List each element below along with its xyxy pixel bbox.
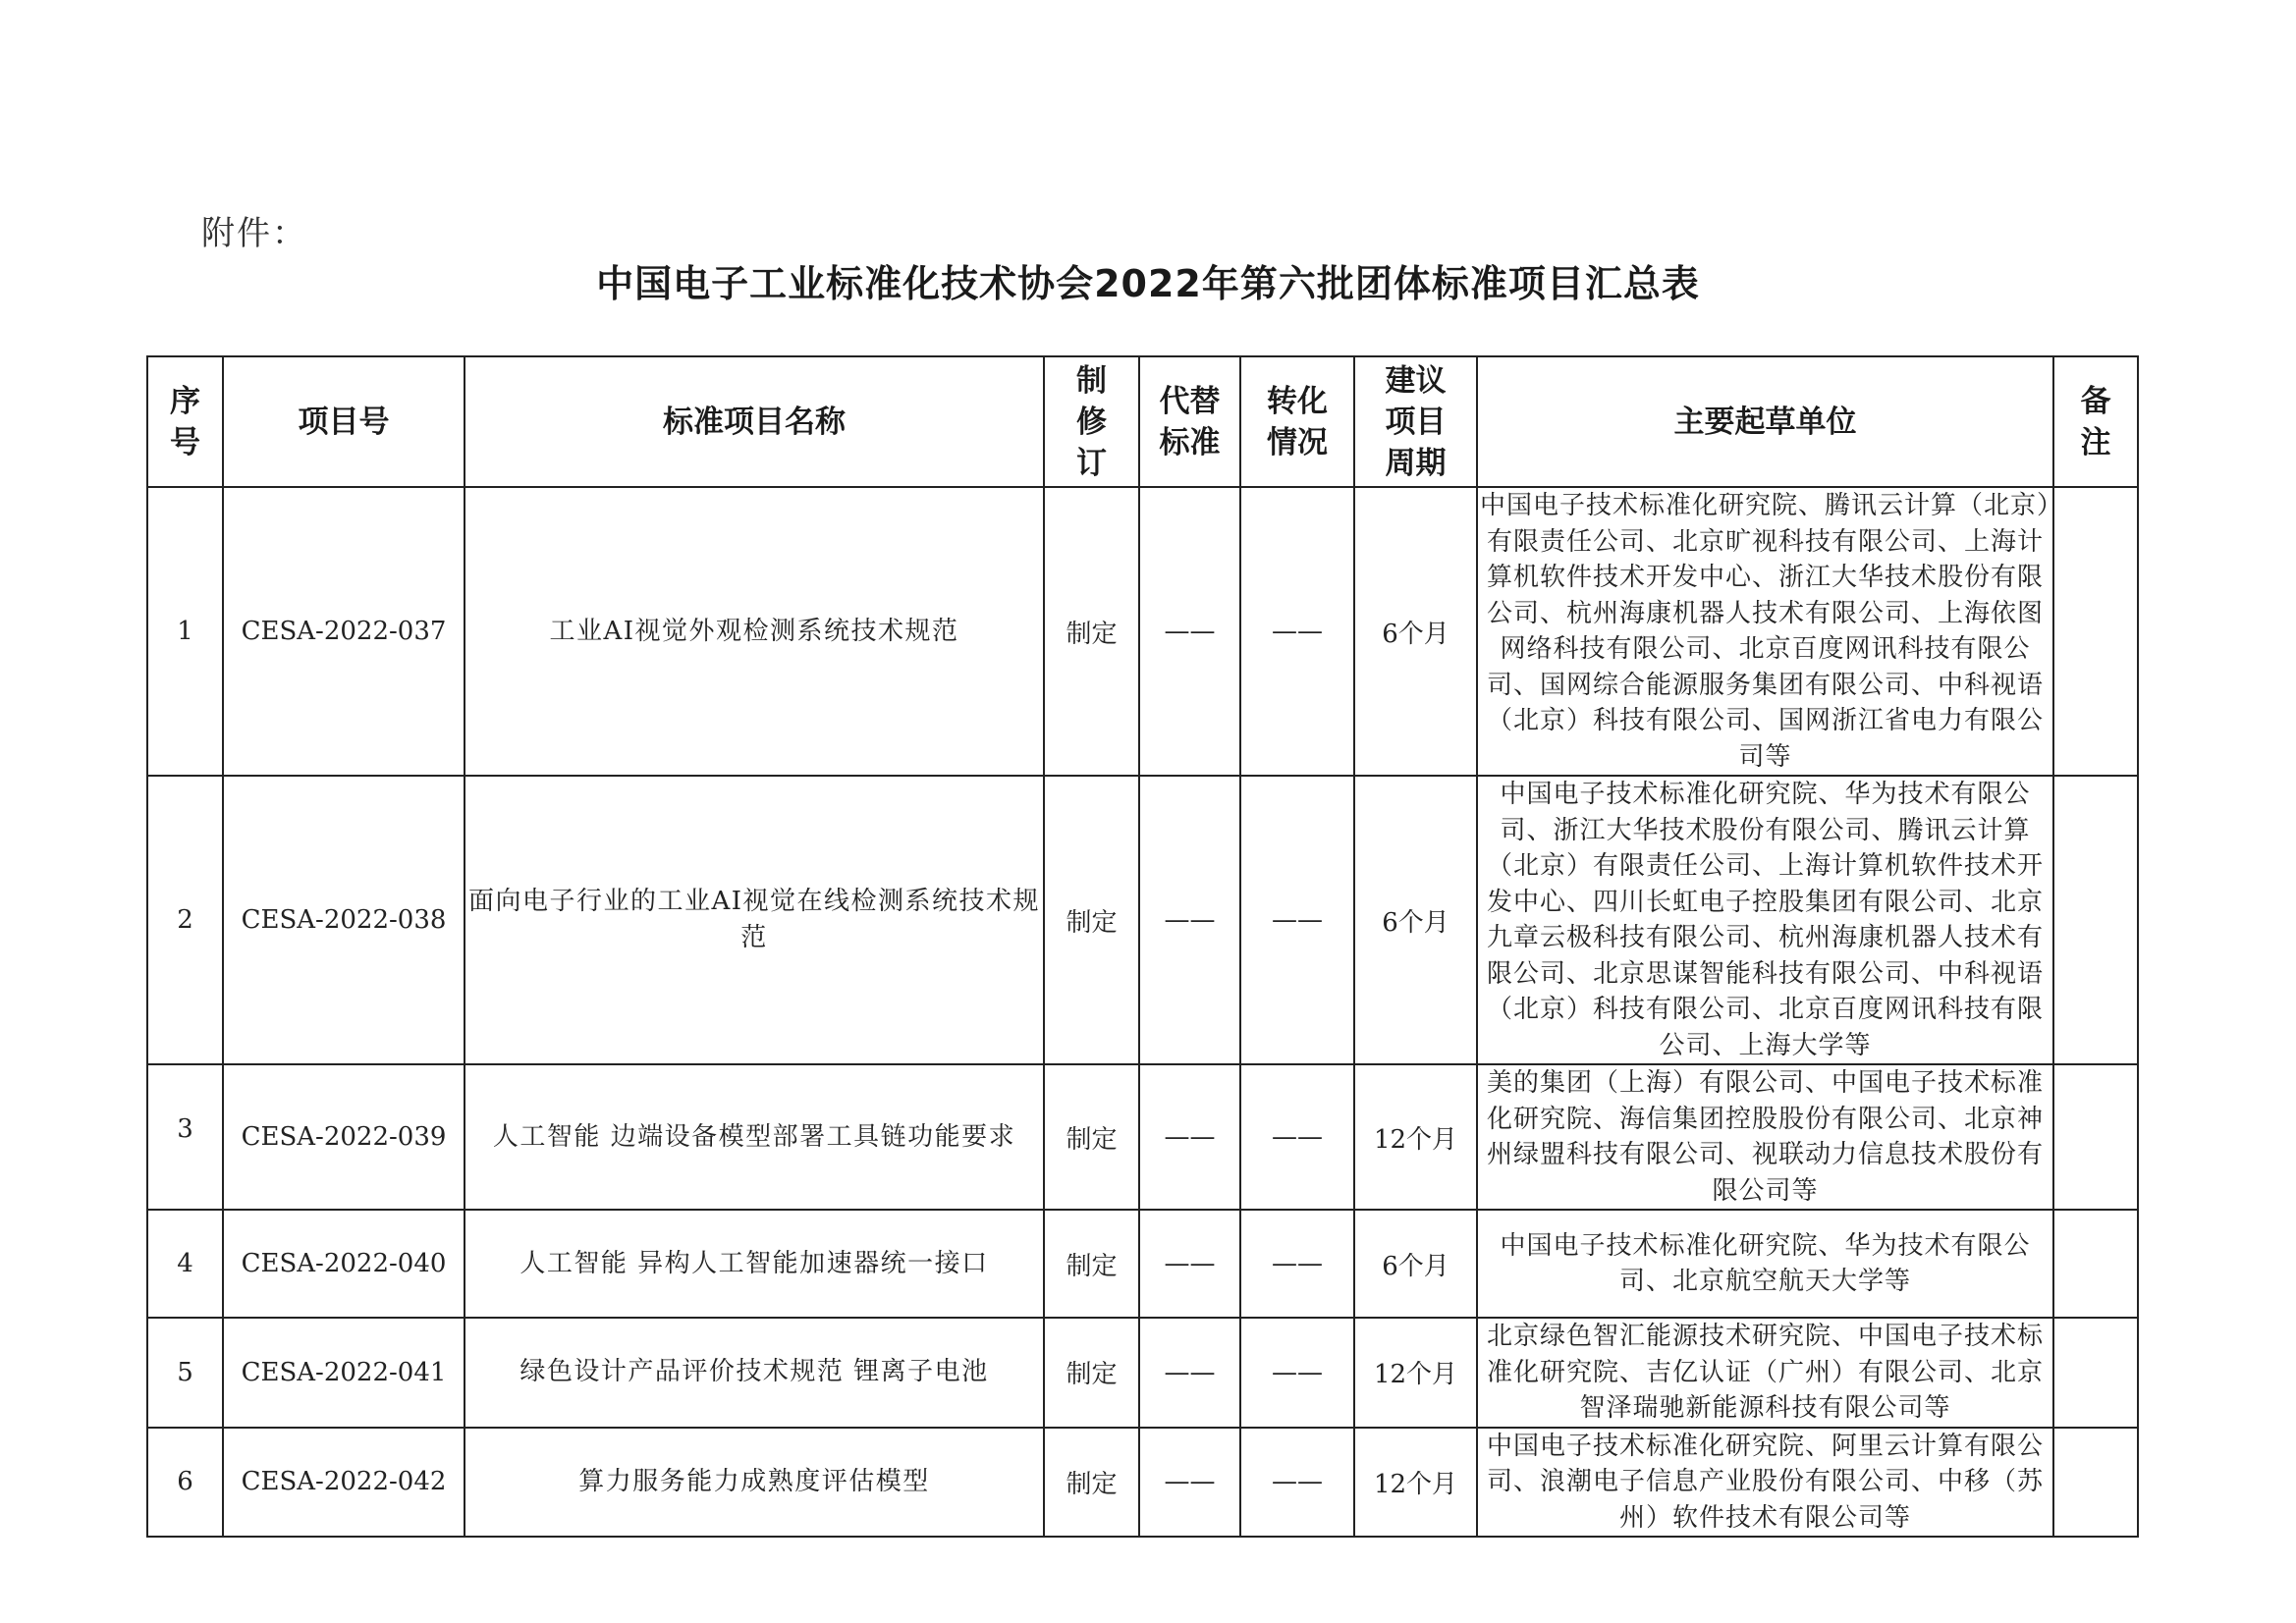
cell-conversion: —— bbox=[1240, 487, 1354, 776]
cell-revision-type: 制定 bbox=[1044, 1210, 1139, 1318]
header-drafters: 主要起草单位 bbox=[1477, 356, 2053, 487]
cell-remark bbox=[2053, 487, 2138, 776]
cell-seq: 2 bbox=[147, 776, 223, 1064]
cell-conversion: —— bbox=[1240, 776, 1354, 1064]
attachment-label: 附件： bbox=[201, 214, 307, 253]
cell-period: 12个月 bbox=[1354, 1428, 1477, 1538]
cell-conversion: —— bbox=[1240, 1428, 1354, 1538]
cell-project-code: CESA-2022-038 bbox=[223, 776, 465, 1064]
cell-replaced-standard: —— bbox=[1139, 1210, 1240, 1318]
cell-period: 6个月 bbox=[1354, 776, 1477, 1064]
header-replaced-standard: 代替 标准 bbox=[1139, 356, 1240, 487]
table-row bbox=[147, 1210, 2138, 1318]
cell-period: 12个月 bbox=[1354, 1318, 1477, 1428]
cell-replaced-standard: —— bbox=[1139, 776, 1240, 1064]
cell-standard-name: 人工智能 边端设备模型部署工具链功能要求 bbox=[465, 1064, 1044, 1210]
header-row bbox=[147, 356, 2138, 487]
cell-replaced-standard: —— bbox=[1139, 1064, 1240, 1210]
cell-replaced-standard: —— bbox=[1139, 1318, 1240, 1428]
cell-drafters: 美的集团（上海）有限公司、中国电子技术标准化研究院、海信集团控股股份有限公司、北京神州绿盟科技有限公司、视联动力信息技术股份有限公司等 bbox=[1477, 1064, 2053, 1210]
cell-period: 6个月 bbox=[1354, 1210, 1477, 1318]
header-seq: 序 号 bbox=[147, 356, 223, 487]
header-period: 建议 项目 周期 bbox=[1354, 356, 1477, 487]
table-row bbox=[147, 1428, 2138, 1538]
cell-drafters: 中国电子技术标准化研究院、华为技术有限公司、北京航空航天大学等 bbox=[1477, 1210, 2053, 1318]
cell-drafters: 中国电子技术标准化研究院、华为技术有限公司、浙江大华技术股份有限公司、腾讯云计算（北京）有限责任公司、上海计算机软件技术开发中心、四川长虹电子控股集团有限公司、北京九章云极科技有限公司、杭州海康机器人技术有限公司、北京思谋智能科技有限公司、中科视语（北京）科技有限公司、北京百度网讯科技有限公司、上海大学等 bbox=[1477, 776, 2053, 1064]
cell-conversion: —— bbox=[1240, 1318, 1354, 1428]
cell-seq: 6 bbox=[147, 1428, 223, 1538]
cell-period: 6个月 bbox=[1354, 487, 1477, 776]
cell-standard-name: 面向电子行业的工业AI视觉在线检测系统技术规范 bbox=[465, 776, 1044, 1064]
table-row bbox=[147, 1318, 2138, 1428]
cell-revision-type: 制定 bbox=[1044, 1428, 1139, 1538]
header-remark: 备 注 bbox=[2053, 356, 2138, 487]
cell-replaced-standard: —— bbox=[1139, 487, 1240, 776]
cell-seq-value: 3 bbox=[177, 1114, 193, 1144]
cell-project-code: CESA-2022-040 bbox=[223, 1210, 465, 1318]
cell-project-code: CESA-2022-037 bbox=[223, 487, 465, 776]
table-row bbox=[147, 487, 2138, 776]
cell-replaced-standard: —— bbox=[1139, 1428, 1240, 1538]
cell-drafters: 中国电子技术标准化研究院、阿里云计算有限公司、浪潮电子信息产业股份有限公司、中移（苏州）软件技术有限公司等 bbox=[1477, 1428, 2053, 1538]
cell-seq: 5 bbox=[147, 1318, 223, 1428]
cell-period: 12个月 bbox=[1354, 1064, 1477, 1210]
cell-project-code: CESA-2022-039 bbox=[223, 1064, 465, 1210]
project-summary-table bbox=[146, 355, 2139, 1538]
cell-seq: 1 bbox=[147, 487, 223, 776]
document-title: 中国电子工业标准化技术协会2022年第六批团体标准项目汇总表 bbox=[596, 262, 1700, 305]
cell-revision-type: 制定 bbox=[1044, 1064, 1139, 1210]
header-conversion: 转化 情况 bbox=[1240, 356, 1354, 487]
header-project-code: 项目号 bbox=[223, 356, 465, 487]
cell-drafters: 北京绿色智汇能源技术研究院、中国电子技术标准化研究院、吉亿认证（广州）有限公司、北京智泽瑞驰新能源科技有限公司等 bbox=[1477, 1318, 2053, 1428]
cell-standard-name: 绿色设计产品评价技术规范 锂离子电池 bbox=[465, 1318, 1044, 1428]
header-revision-type: 制 修 订 bbox=[1044, 356, 1139, 487]
table-row bbox=[147, 776, 2138, 1064]
cell-standard-name: 人工智能 异构人工智能加速器统一接口 bbox=[465, 1210, 1044, 1318]
cell-remark bbox=[2053, 776, 2138, 1064]
cell-conversion: —— bbox=[1240, 1064, 1354, 1210]
cell-conversion: —— bbox=[1240, 1210, 1354, 1318]
cell-project-code: CESA-2022-041 bbox=[223, 1318, 465, 1428]
cell-revision-type: 制定 bbox=[1044, 776, 1139, 1064]
cell-revision-type: 制定 bbox=[1044, 487, 1139, 776]
cell-remark bbox=[2053, 1064, 2138, 1210]
cell-seq bbox=[147, 1064, 223, 1210]
cell-project-code: CESA-2022-042 bbox=[223, 1428, 465, 1538]
cell-drafters: 中国电子技术标准化研究院、腾讯云计算（北京）有限责任公司、北京旷视科技有限公司、上海计算机软件技术开发中心、浙江大华技术股份有限公司、杭州海康机器人技术有限公司、上海依图网络科技有限公司、北京百度网讯科技有限公司、国网综合能源服务集团有限公司、中科视语（北京）科技有限公司、国网浙江省电力有限公司等 bbox=[1477, 487, 2053, 776]
cell-remark bbox=[2053, 1428, 2138, 1538]
cell-revision-type: 制定 bbox=[1044, 1318, 1139, 1428]
cell-remark bbox=[2053, 1318, 2138, 1428]
header-standard-name: 标准项目名称 bbox=[465, 356, 1044, 487]
table-row bbox=[147, 1064, 2138, 1210]
cell-seq: 4 bbox=[147, 1210, 223, 1318]
cell-standard-name: 工业AI视觉外观检测系统技术规范 bbox=[465, 487, 1044, 776]
cell-standard-name: 算力服务能力成熟度评估模型 bbox=[465, 1428, 1044, 1538]
cell-remark bbox=[2053, 1210, 2138, 1318]
